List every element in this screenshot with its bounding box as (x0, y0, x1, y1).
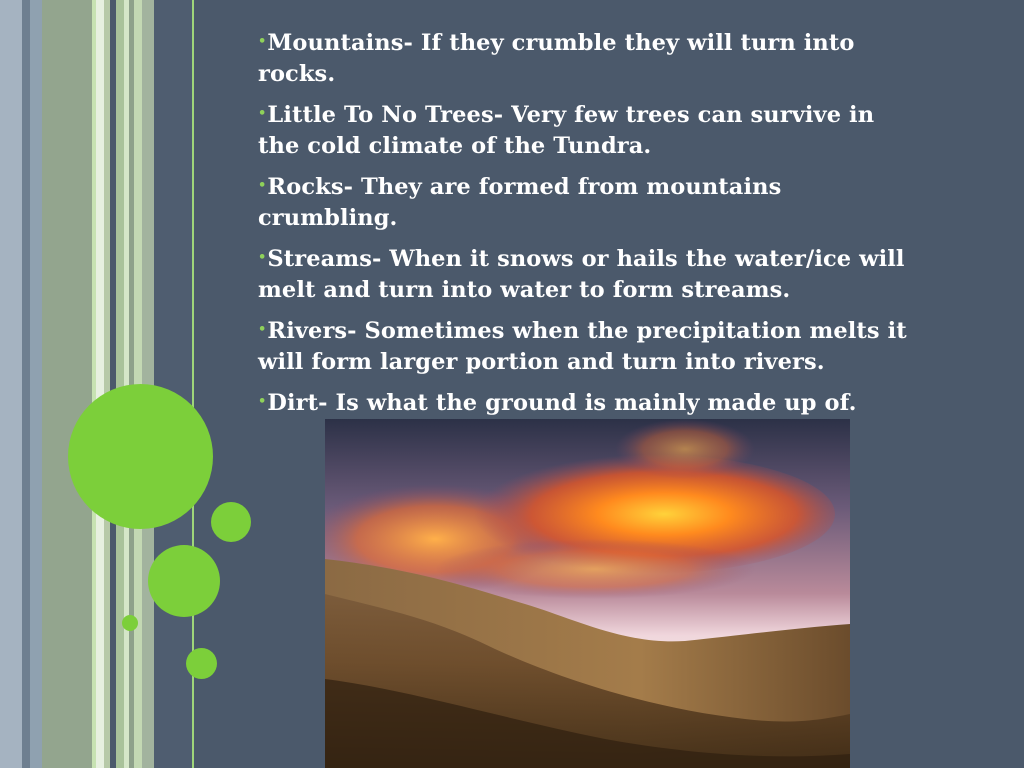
bullet-icon: • (258, 34, 267, 49)
bullet-item (258, 386, 923, 419)
decor-stripe (154, 0, 192, 768)
decor-circle (148, 545, 220, 617)
bullet-text: Rocks- They are formed from mountains crumbling. (258, 174, 782, 231)
bullet-text: Dirt- Is what the ground is mainly made up of. (267, 390, 857, 416)
decor-circle (68, 384, 213, 529)
decor-stripe (22, 0, 30, 768)
bullet-item (258, 26, 923, 90)
bullet-icon: • (258, 394, 267, 409)
decor-circle (211, 502, 251, 542)
bullet-icon: • (258, 178, 267, 193)
bullet-item (258, 314, 923, 378)
bullet-item (258, 242, 923, 306)
bullet-list (258, 26, 923, 427)
bullet-text: Mountains- If they crumble they will turn into rocks. (258, 30, 855, 87)
tundra-sunset-photo (325, 419, 850, 768)
decor-circle (186, 648, 217, 679)
decor-stripe (0, 0, 22, 768)
decor-stripe (96, 0, 104, 768)
bullet-text: Little To No Trees- Very few trees can survive in the cold climate of the Tundra. (258, 102, 875, 159)
bullet-text: Streams- When it snows or hails the water/ice will melt and turn into water to form streams. (258, 246, 905, 303)
decor-stripe (116, 0, 124, 768)
bullet-item (258, 98, 923, 162)
bullet-icon: • (258, 322, 267, 337)
bullet-icon: • (258, 250, 267, 265)
bullet-icon: • (258, 106, 267, 121)
decor-stripe (42, 0, 92, 768)
bullet-item (258, 170, 923, 234)
bullet-text: Rivers- Sometimes when the precipitation melts it will form larger portion and turn into rivers. (258, 318, 907, 375)
decor-stripe (30, 0, 42, 768)
decor-circle (122, 615, 138, 631)
